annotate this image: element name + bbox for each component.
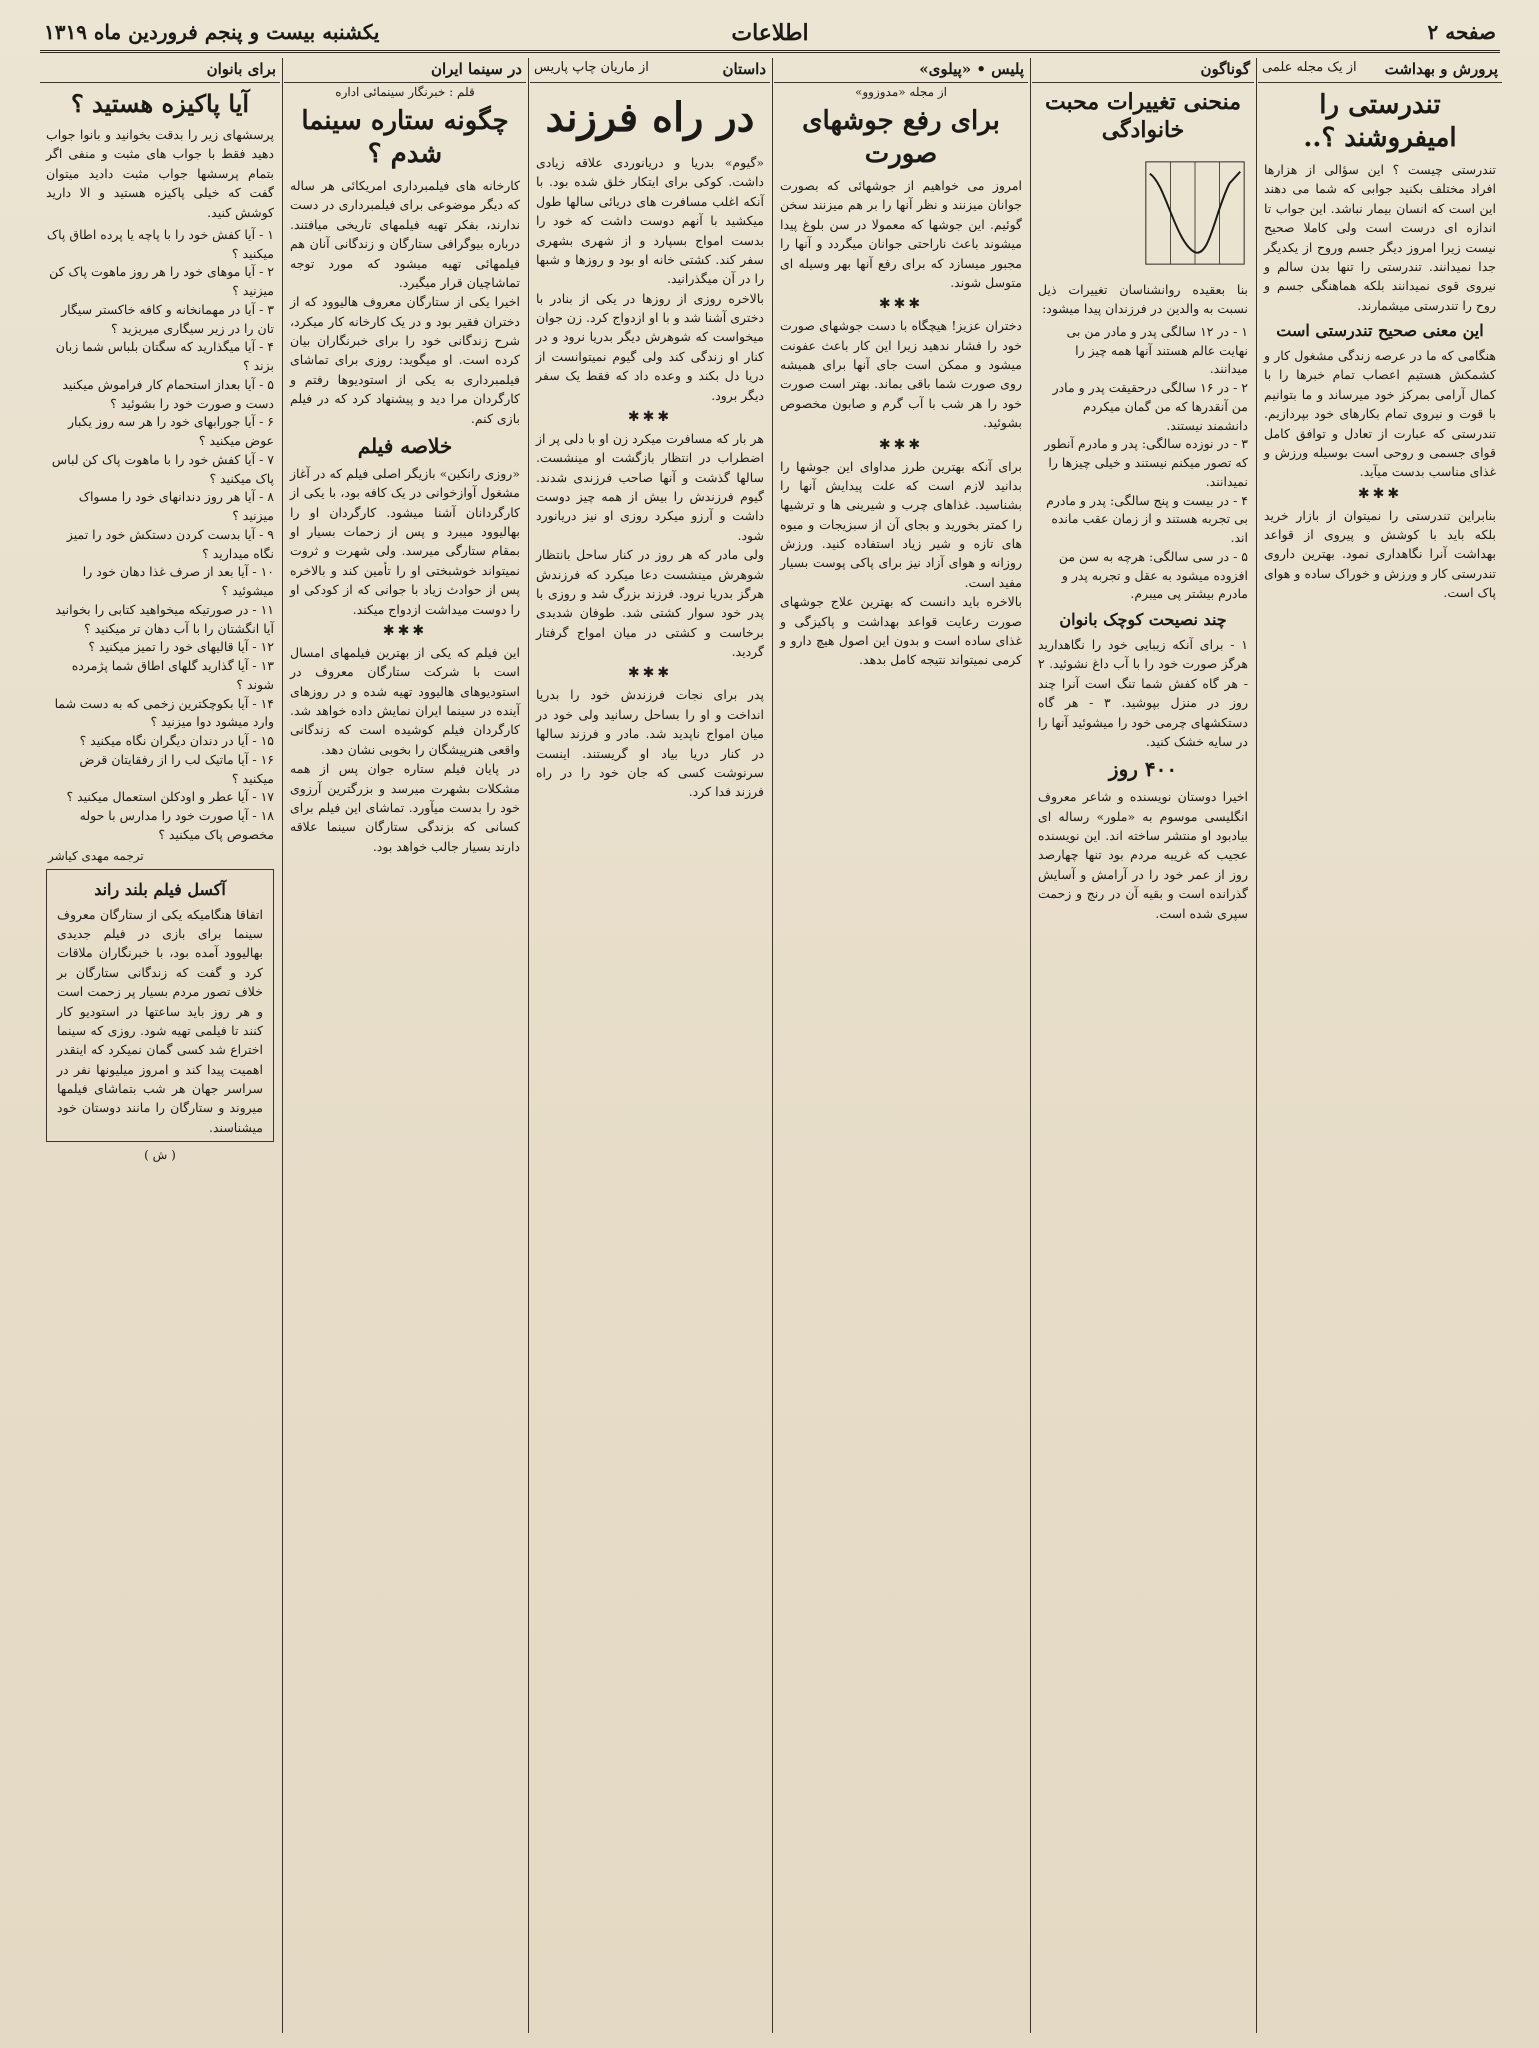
list-item: ۲ - در ۱۶ سالگی درحقیقت پدر و مادر من آنقدرها که من گمان میکردم دانشمند نیستند.	[1052, 380, 1248, 433]
section-header	[284, 58, 526, 83]
article-intro: پرسشهای زیر را بدقت بخوانید و بانوا جواب دهید فقط با جواب های مثبت و منفی اگر بتمام پرسشها جواب مثبت دادید میتوان گفت که خیلی پاکیزه هستید و الا دارید کوشش کنید.	[46, 127, 274, 220]
list-item: ۶ - آیا جورابهای خود را هر سه روز یکبار عوض میکنید ؟	[67, 414, 274, 449]
cinema-column	[284, 58, 526, 2033]
separator: ✱✱✱	[627, 408, 673, 425]
section-title: پرورش و بهداشت	[1384, 60, 1498, 78]
section-header	[1258, 58, 1502, 83]
article-title: برای رفع جوشهای صورت	[802, 106, 1000, 169]
list-item: ۹ - آیا بدست کردن دستکش خود را تمیز نگاه میدارید ؟	[66, 526, 274, 561]
section-source: از ماریان چاپ پاریس	[534, 60, 649, 75]
separator: ✱✱✱	[627, 665, 673, 682]
story-column	[530, 58, 770, 2033]
list-item: ۱۲ - آیا قالیهای خود را تمیز میکنید ؟	[88, 639, 274, 655]
section-header	[1032, 58, 1254, 83]
column-rule	[1030, 58, 1031, 2033]
women-column	[40, 58, 280, 2033]
article-body: بنابراین تندرستی را نمیتوان از بازار خرید بلکه باید با کوشش و پیروی از قواعد بهداشت آنرا نگاهداری نمود. بهترین داروی تندرستی کار و ورزش و خوراک ساده و هوای پاک است.	[1264, 507, 1496, 601]
article-subheading: خلاصه فیلم	[357, 433, 453, 458]
article-body: برای آنکه بهترین طرز مداوای این جوشها را بدانید لازم است که علت پیدایش آنها را بشناسید. غذاهای چرب و شیرینی ها و ترشیها را کمتر بخورید و بجای آن از سبزیجات و میوه های تازه و شیر زیاد استفاده کنید. ورزش روزانه و هوای آزاد نیز برای پاکی پوست بسیار مفید است.	[780, 458, 1022, 590]
article-title: ۴۰۰ روز	[1108, 757, 1178, 782]
list-item: ۱۱ - در صورتیکه میخواهید کتابی را بخوانید آیا انگشتان را با آب دهان تر میکنید ؟	[55, 601, 274, 636]
health-column	[1258, 58, 1502, 2033]
list-item: ۵ - آیا بعداز استحمام کار فراموش میکنید دست و صورت خود را بشوئید ؟	[62, 376, 274, 411]
masthead	[40, 16, 1500, 53]
article-body: تندرستی چیست ؟ این سؤالی از هزارها افراد مختلف بکنید جوابی که شما می دهند این است که انسان بیمار نباشد. این جواب تا اندازه ای درست است ولی کاملا صحیح نیست زیرا امروز دیگر جسم وروح از یکدیگر جدا نمیدانند. تندرستی را تنها بدن سالم و نیروی قوی نمیدانند بلکه هماهنگی جسم و روح را تندرستی میشمارند.	[1264, 162, 1496, 313]
article-body: بالاخره باید دانست که بهترین علاج جوشهای صورت رعایت قواعد بهداشت و پاکیزگی و غذای ساده است و بدون این اصول هیچ دارو و کرمی نمیتواند نتیجه کامل بدهد.	[780, 594, 1022, 668]
column-rule	[528, 58, 529, 2033]
article-body: این فیلم که یکی از بهترین فیلمهای امسال است با شرکت ستارگان معروف در استودیوهای هالیوود تهیه شده و در روزهای آینده در سینما ایران نمایش داده خواهد شد. کارگردان فیلم کوشیده است که زندگانی واقعی هنرپیشگان را بخوبی نشان دهد.	[290, 644, 520, 757]
article-title: منحنی تغییرات محبت خانوادگی	[1044, 89, 1242, 143]
article-body: «گیوم» بدریا و دریانوردی علاقه زیادی داشت. کوکی برای ایتکار خلق شده بود. با آنکه اغلب مسافرت های دریائی سالها طول میکشید با آنهم دوست داشت که خود را بدست امواج بسپارد و از شهری بشهری سفر کند. کشتی خانه او بود و روزها و شبها را در آن میگذرانید.	[536, 155, 764, 287]
article-title: آیا پاکیزه هستید ؟	[70, 89, 250, 118]
translator-credit: ترجمه مهدی کیاشر	[48, 848, 144, 863]
article-body: دختران عزیز! هیچگاه با دست جوشهای صورت خود را فشار ندهید زیرا این کار باعث عفونت میشود و ممکن است جای آنها برای همیشه روی صورت شما باقی بماند. بهتر است صورت خود را هر شب با آب گرم و صابون مخصوص بشوئید.	[780, 318, 1022, 431]
article-body: بالاخره روزی از روزها در یکی از بنادر با دختری آشنا شد و با او ازدواج کرد. زن جوان میخواست که شوهرش دیگر بدریا نرود و در کنار او زندگی کند ولی گیوم نمیتوانست از دریا دل بکند و وعده داد که فقط یک سفر دیگر برود.	[536, 290, 764, 403]
list-item: ۱۸ - آیا صورت خود را مدارس با حوله مخصوص پاک میکنید ؟	[79, 808, 274, 842]
list-item: ۲ - آیا موهای خود را هر روز ماهوت پاک کن میزنید ؟	[49, 264, 274, 299]
article-body: اتفاقا هنگامیکه یکی از ستارگان معروف سینما برای بازی در فیلم جدیدی بهالیوود آمده بود، با خبرنگاران ملاقات کرد و گفت که زندگانی ستارگان بر خلاف تصور مردم بسیار پر زحمت است و هر روز باید ساعتها در استودیو کار کنند تا فیلمی تهیه شود. روزی که سینما اختراع شد کسی گمان نمیکرد که اینقدر اهمیت پیدا کند و امروز میلیونها نفر در سراسر جهان هر شب بتماشای فیلمها میروند و ستارگان را مانند دوستان خود میشناسند.	[57, 906, 263, 1135]
list-item: ۴ - در بیست و پنج سالگی: پدر و مادرم بی تجربه هستند و از زمان عقب مانده اند.	[1046, 492, 1248, 545]
list-item: ۱۵ - آیا در دندان دیگران نگاه میکنید ؟	[79, 733, 274, 749]
list-item: ۱۷ - آیا عطر و اودکلن استعمال میکنید ؟	[66, 789, 274, 805]
section-title: گوناگون	[1200, 60, 1250, 78]
article-body: پدر برای نجات فرزندش خود را بدریا انداخت و او را بساحل رسانید ولی خود در میان امواج ناپدید شد. مادر و فرزند سالها در کنار دریا بیاد او گریستند. اینست سرنوشت کسی که جان خود را در راه فرزند فدا کرد.	[536, 687, 764, 800]
article-title: در راه فرزند	[545, 94, 755, 141]
article-body: ولی مادر که هر روز در کنار ساحل بانتظار شوهرش مینشست دعا میکرد که فرزندش هرگز بدریا نرود. فرزند بزرگ شد و روزی با پدر خود سوار کشتی شد. طوفان شدیدی برخاست و کشتی در میان امواج گرفتار گردید.	[536, 547, 764, 659]
article-body: امروز می خواهیم از جوشهائی که بصورت جوانان میزنند و نظر آنها را بر هم میزنند سخن گوئیم. این جوشها که معمولا در سن بلوغ پیدا میشوند باعث ناراحتی جوانان میگردد و آنها را مجبور میسازد که برای رفع آنها بهر وسیله ای متوسل شوند.	[780, 178, 1022, 290]
list-item: ۵ - در سی سالگی: هرچه به سن من افزوده میشود به عقل و تجربه پدر و مادرم بیشتر پی میبرم.	[1058, 548, 1248, 602]
section-title: داستان	[722, 60, 766, 78]
skin-column	[774, 58, 1028, 2033]
article-byline: قلم : خبرنگار سینمائی اداره	[335, 85, 475, 99]
section-header	[774, 58, 1028, 83]
film-news-box	[46, 869, 274, 1143]
separator: ✱✱✱	[878, 436, 924, 453]
article-subheading: چند نصیحت کوچک بانوان	[1059, 610, 1227, 629]
article-footer: ( ش )	[144, 1148, 176, 1163]
age-list	[1032, 323, 1254, 604]
separator: ✱✱✱	[1357, 485, 1403, 502]
column-rule	[772, 58, 773, 2033]
list-item: ۴ - آیا میگذارید که سگتان بلباس شما زبان بزند ؟	[55, 339, 274, 374]
article-body: «روزی رانکین» بازیگر اصلی فیلم که در آغاز مشغول آوازخوانی در یک کافه بود، با یکی از کارگردانان آشنا میشود. کارگردان او را بهالیوود میبرد و پس از زحمات بسیار او بمقام ستارگی میرسد. ولی شهرت و ثروت نمیتواند خوشبختی او را تأمین کند و بالاخره پس از حوادث زیاد با جوانی که از کودکی او را دوست میداشت ازدواج میکند.	[290, 465, 520, 617]
list-item: ۱۰ - آیا بعد از صرف غذا دهان خود را میشوئید ؟	[82, 564, 274, 599]
article-title: تندرستی را امیفروشند ؟..	[1303, 90, 1457, 153]
list-item: ۷ - آیا کفش خود را با ماهوت پاک کن لباس پاک میکنید ؟	[51, 451, 274, 486]
section-title: پلیس • «پیلوی»	[919, 60, 1024, 78]
affection-curve-figure	[1136, 154, 1254, 272]
article-body: هر بار که مسافرت میکرد زن او با دلی پر از اضطراب در انتظار بازگشت او مینشست. سالها گذشت و آنها صاحب فرزندی شدند. گیوم فرزندش را بیش از همه چیز دوست داشت و آرزو میکرد روزی او نیز دریانورد شود.	[536, 430, 764, 543]
list-item: ۱۴ - آیا بکوچکترین زخمی که به دست شما وارد میشود دوا میزنید ؟	[54, 695, 274, 730]
page-number: صفحه ۲	[1427, 20, 1496, 44]
article-subheading: آکسل فیلم بلند راند	[94, 879, 226, 899]
list-item: ۱ - آیا کفش خود را با پاچه یا پرده اطاق پاک میکنید ؟	[46, 226, 274, 261]
list-item: ۸ - آیا هر روز دندانهای خود را مسواک میزنید ؟	[78, 489, 274, 524]
list-item: ۱۶ - آیا ماتیک لب را از رفقایتان قرض میکنید ؟	[79, 751, 274, 786]
article-body: کارخانه های فیلمبرداری امریکائی هر ساله که دیگر موضوعی برای فیلمبرداری در دست ندارند، بفکر تهیه فیلمهای تاریخی میافتند. درباره بیوگرافی ستارگان و زندگانی آنان هم فیلمهائی تهیه میشود که مورد توجه تماشاچیان قرار میگیرد.	[290, 178, 520, 290]
column-rule	[282, 58, 283, 2033]
section-header	[40, 58, 280, 83]
article-title: چگونه ستاره سینما شدم ؟	[301, 106, 509, 169]
list-item: ۳ - در نوزده سالگی: پدر و مادرم آنطور که تصور میکنم نیستند و خیلی چیزها را نمیدانند.	[1044, 436, 1248, 489]
article-body: اخیرا یکی از ستارگان معروف هالیوود که از دختران فقیر بود و در یک کارخانه کار میکرد، شرح زندگانی خود را برای خبرنگاران بیان کرده است. او میگوید: روزی برای تماشای فیلمبرداری به یکی از استودیوها رفتم و کارگردان مرا دید و پیشنهاد کرد که در فیلم بازی کنم.	[290, 294, 520, 426]
section-header	[530, 58, 770, 83]
article-body: اخیرا دوستان نویسنده و شاعر معروف انگلیسی موسوم به «ملور» رساله ای بیادبود او منتشر ساخته اند. این نویسنده عجیب که غریبه مردم بود تنها چهارصد روز از عمر خود را در آرامش و آسایش گذرانده است و بقیه آن در رنج و زحمت سپری شده است.	[1038, 789, 1248, 921]
list-item: ۱۳ - آیا گذارید گلهای اطاق شما پژمرده شوند ؟	[71, 658, 274, 692]
article-body: بنا بعقیده روانشناسان تغییرات ذیل نسبت به والدین در فرزندان پیدا میشود:	[1038, 282, 1248, 317]
issue-date: یکشنبه بیست و پنجم فروردین ماه ۱۳۱۹	[44, 20, 380, 44]
article-subheading: این معنی صحیح تندرستی است	[1276, 321, 1484, 340]
article-source: از مجله «مدوزوو»	[855, 85, 947, 99]
article-body: در پایان فیلم ستاره جوان پس از همه مشکلات بشهرت میرسد و بزرگترین آرزوی خود را بدست میآورد. تماشای این فیلم برای کسانی که بزندگی ستارگان سینما علاقه دارند بسیار جالب خواهد بود.	[290, 761, 520, 854]
article-body: ۱ - برای آنکه زیبایی خود را نگاهدارید هرگز صورت خود را با آب داغ نشوئید. ۲ - هر گاه کفش شما تنگ است آنرا چند روز در منزل بپوشید. ۳ - هر گاه دستکشهای چرمی خود را میشوئید آنها را در سایه خشک کنید.	[1038, 637, 1248, 749]
list-item: ۳ - آیا در مهمانخانه و کافه خاکستر سیگار تان را در زیر سیگاری میریزید ؟	[61, 301, 274, 336]
separator: ✱✱✱	[382, 622, 428, 639]
newspaper-name: اطلاعات	[731, 20, 809, 46]
separator: ✱✱✱	[878, 296, 924, 313]
question-list	[40, 226, 280, 845]
list-item: ۱ - در ۱۲ سالگی پدر و مادر من بی نهایت عالم هستند آنها همه چیز را میدانند.	[1066, 323, 1248, 377]
section-title: برای بانوان	[206, 60, 276, 78]
family-column	[1032, 58, 1254, 2033]
article-body: هنگامی که ما در عرصه زندگی مشغول کار و کشمکش هستیم اعصاب تمام خبرها را با کمال آرامی بمرکز خود میرساند و ما بتوانیم با قوت و نیروی تمام بکارهای خود بپردازیم. تندرستی که عبارت از تعادل و توافق کامل قوای جسمی و روحی است بوسیله ورزش و غذای مناسب بدست میآید.	[1264, 348, 1496, 480]
section-title: در سینما ایران	[430, 60, 522, 78]
column-rule	[1256, 58, 1257, 2033]
section-source: از یک مجله علمی	[1262, 60, 1357, 75]
